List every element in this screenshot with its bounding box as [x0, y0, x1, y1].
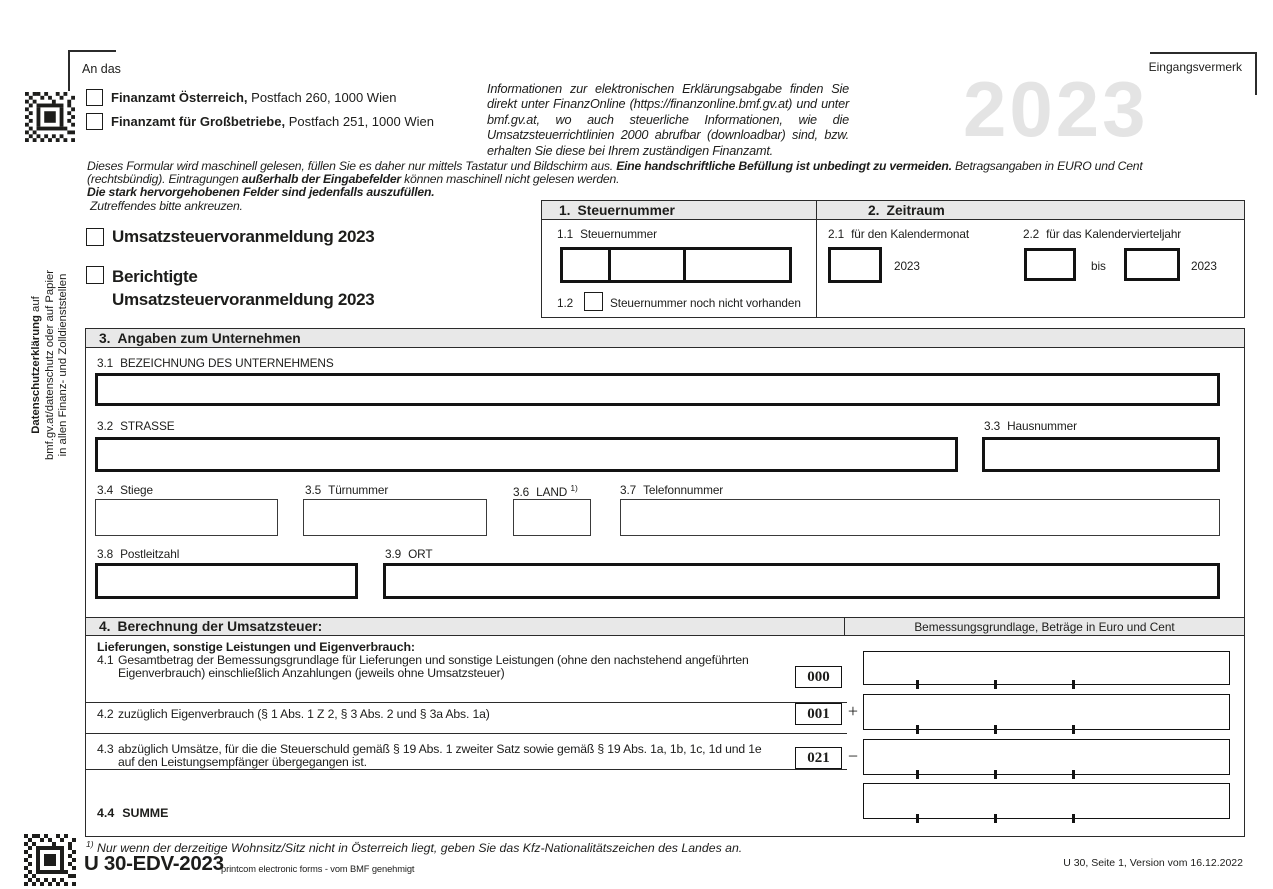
checkbox-umsatzsteuervoranmeldung[interactable]: [86, 228, 104, 246]
corner-bracket-top-right-v: [1255, 52, 1257, 95]
bold-fields-note: Die stark hervorgehobenen Felder sind jedenfalls auszufüllen.: [87, 185, 435, 199]
data-matrix-code-top: [25, 92, 75, 142]
field-3-8-label: 3.8 Postleitzahl: [97, 547, 180, 561]
minus-sign: −: [847, 746, 859, 766]
field-1-1-label: 1.1 Steuernummer: [557, 227, 657, 241]
field-3-6-label: 3.6 LAND $^{1)}$: [513, 483, 578, 499]
plus-sign: +: [847, 701, 859, 721]
berichtigte-voranmeldung-label: Berichtigte Umsatzsteuervoranmeldung 2023: [112, 267, 375, 309]
tuernummer-input[interactable]: [303, 499, 487, 536]
field-3-4-label: 3.4 Stiege: [97, 483, 153, 497]
section4-border-left: [85, 636, 86, 836]
land-input[interactable]: [513, 499, 591, 536]
year-watermark: 2023: [963, 65, 1149, 153]
row-4-4: 4.4 SUMME: [97, 806, 169, 820]
field-3-3-label: 3.3 Hausnummer: [984, 419, 1077, 433]
field-2-2-label: 2.2 für das Kalendervierteljahr: [1023, 227, 1182, 241]
corner-bracket-top-left: [68, 50, 116, 52]
bis-label: bis: [1091, 259, 1106, 273]
row-separator-1: [85, 702, 847, 703]
strasse-input[interactable]: [95, 437, 958, 472]
amount-input-summe[interactable]: [863, 783, 1230, 819]
instructions: Dieses Formular wird maschinell gelesen, füllen Sie es daher nur mittels Tastatur und Bildschirm aus. Eine handschriftliche Befüllung ist unbedingt zu vermeiden. Betragsangaben in EURO und Cent (rechtsbündig). Eintragungen außerhalb der Eingabefelder können maschinell nicht gelesen werden. Die stark hervorgehobenen Felder sind jedenfalls auszufüllen. Zutreffendes bitte ankreuzen.: [87, 159, 1143, 213]
steuernummer-zeitraum-table: [541, 200, 1245, 318]
data-matrix-code-bottom: [24, 834, 76, 886]
code-021: 021: [795, 747, 842, 769]
corner-bracket-top-left-v: [68, 50, 70, 91]
ort-input[interactable]: [383, 563, 1220, 599]
kalendermonat-input[interactable]: [828, 247, 882, 283]
section4-header-right: Bemessungsgrundlage, Beträge in Euro und Cent: [914, 619, 1175, 634]
stiege-input[interactable]: [95, 499, 278, 536]
section1-header: 1. Steuernummer: [559, 203, 675, 218]
privacy-sidebar-text: Datenschutzerklärung auf bmf.gv.at/datenschutz oder auf Papier in allen Finanz- und Zolldienststellen: [30, 269, 70, 461]
field-3-2-label: 3.2 STRASSE: [97, 419, 175, 433]
field-3-7-label: 3.7 Telefonnummer: [620, 483, 724, 497]
row-4-1: 4.1 Gesamtbetrag der Bemessungsgrundlage für Lieferungen und sonstige Leistungen (ohne den nachstehend angeführten Eigenverbrauch) einschließlich Anzahlungen (jeweils ohne Umsatzsteuer): [97, 653, 749, 681]
vierteljahr-year: 2023: [1191, 259, 1217, 273]
section4-subheading: Lieferungen, sonstige Leistungen und Eigenverbrauch:: [97, 640, 415, 654]
section4-header-left: 4. Berechnung der Umsatzsteuer:: [86, 618, 845, 635]
row-separator-2: [85, 733, 847, 734]
steuernummer-cell-2[interactable]: [611, 250, 686, 280]
section4-header: [85, 617, 1245, 636]
checkbox-finanzamt-oesterreich[interactable]: [86, 89, 103, 106]
checkbox-finanzamt-grossbetriebe[interactable]: [86, 113, 103, 130]
field-1-2-number: 1.2: [557, 296, 574, 310]
field-3-1-label: 3.1 BEZEICHNUNG DES UNTERNEHMENS: [97, 356, 334, 370]
form-code: U 30-EDV-2023: [84, 852, 224, 875]
checkbox-berichtigte-voranmeldung[interactable]: [86, 266, 104, 284]
vierteljahr-bis-input[interactable]: [1124, 248, 1180, 281]
field-3-9-label: 3.9 ORT: [385, 547, 433, 561]
checkbox-steuernummer-nicht-vorhanden[interactable]: [584, 292, 603, 311]
row-4-3: 4.3 abzüglich Umsätze, für die die Steuerschuld gemäß § 19 Abs. 1 zweiter Satz sowie gemäß § 19 Abs. 1a, 1b, 1c, 1d und 1e auf den Leistungsempfänger übergegangen ist.: [97, 742, 762, 770]
telefonnummer-input[interactable]: [620, 499, 1220, 536]
finanzamt-grossbetriebe-label: Finanzamt für Großbetriebe, Postfach 251, 1000 Wien: [111, 114, 434, 129]
code-000: 000: [795, 666, 842, 688]
check-applicable-note: Zutreffendes bitte ankreuzen.: [90, 199, 243, 213]
finanzamt-oesterreich-label: Finanzamt Österreich, Postfach 260, 1000 Wien: [111, 90, 397, 105]
table-divider: [816, 201, 817, 317]
amount-input-021[interactable]: [863, 739, 1230, 775]
form-note: printcom electronic forms - vom BMF genehmigt: [221, 864, 415, 874]
amount-input-001[interactable]: [863, 694, 1230, 730]
section2-header: 2. Zeitraum: [868, 203, 945, 218]
finanzonline-info-text: Informationen zur elektronischen Erklärungsabgabe finden Sie direkt unter FinanzOnline (https://finanzonline.bmf.gv.at) und unter bmf.gv.at, wo auch steuerliche Informationen, wie die Umsatzsteuerrichtlinien 2000 abrufbar (downloadbar) sind, bzw. erhalten Sie diese bei Ihrem zuständigen Finanzamt.: [487, 82, 849, 158]
steuernummer-cell-1[interactable]: [563, 250, 611, 280]
section4-border-bottom: [85, 836, 1245, 837]
code-001: 001: [795, 703, 842, 725]
postleitzahl-input[interactable]: [95, 563, 358, 599]
footnote: $^{1)}$ Nur wenn der derzeitige Wohnsitz/Sitz nicht in Österreich liegt, geben Sie das Kfz-Nationalitätszeichen des Landes an.: [86, 839, 743, 856]
hausnummer-input[interactable]: [982, 437, 1220, 472]
section3-header: 3. Angaben zum Unternehmen: [85, 328, 1245, 348]
unternehmen-bezeichnung-input[interactable]: [95, 373, 1220, 406]
steuernummer-cell-3[interactable]: [686, 250, 789, 280]
kalendermonat-year: 2023: [894, 259, 920, 273]
field-3-5-label: 3.5 Türnummer: [305, 483, 389, 497]
vierteljahr-von-input[interactable]: [1024, 248, 1076, 281]
steuernummer-input[interactable]: [560, 247, 792, 283]
umsatzsteuervoranmeldung-label: Umsatzsteuervoranmeldung 2023: [112, 227, 375, 246]
field-2-1-label: 2.1 für den Kalendermonat: [828, 227, 970, 241]
eingangsvermerk-label: Eingangsvermerk: [1148, 60, 1242, 74]
an-das-label: An das: [82, 62, 121, 76]
row-4-2: 4.2 zuzüglich Eigenverbrauch (§ 1 Abs. 1 Z 2, § 3 Abs. 2 und § 3a Abs. 1a): [97, 707, 490, 721]
amount-input-000[interactable]: [863, 651, 1230, 685]
version-note: U 30, Seite 1, Version vom 16.12.2022: [1063, 857, 1243, 869]
section4-border-right: [1244, 636, 1245, 836]
field-1-2-label: Steuernummer noch nicht vorhanden: [610, 296, 801, 310]
corner-bracket-top-right: [1150, 52, 1257, 54]
row-separator-3: [85, 769, 847, 770]
